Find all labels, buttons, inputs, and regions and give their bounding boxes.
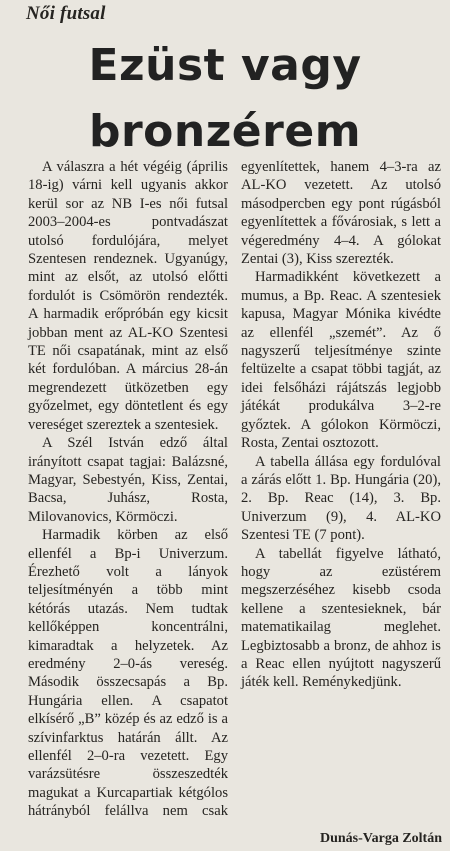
article-paragraph: A válaszra a hét végéig (április 18-ig) várni kell ugyanis akkor kerül sor az NB I-es női futsal 2003–2004-es pontvadászat utolsó fordulójára, melyet Szentesen rendeznek. Ugyanúgy, mint az elsőt, az utolsó előtti fordulót is Csömörön rendezték. A harmadik erőpróbán egy kicsit jobban ment az AL-KO Szentesi TE női csapatának, mint az első két fordulóban. A március 28-án megrendezett ütközetben egy győzelmet, egy döntetlent és egy vereséget szereztek a szentesiek.: [28, 159, 228, 433]
headline-line-1: Ezüst vagy: [88, 40, 362, 91]
article-paragraph: A Szél István edző által irányított csapat tagjai: Balázsné, Magyar, Sebestyén, Kiss, Zentai, Bacsa, Juhász, Rosta, Milovanovics, Körmöczi.: [28, 435, 228, 525]
article-paragraph: Harmadikként következett a mumus, a Bp. Reac. A szentesiek kapusa, Magyar Mónika kivédte az ellenfél „szemét”. Az ő nagyszerű teljesítménye szinte feltüzelte a csapat többi tagját, az idei felsőházi rájátszás legjobb játékát produkálva 3–2-re győztek. A gólokon Körmöczi, Rosta, Zentai osztozott.: [241, 269, 441, 452]
article-body: [28, 158, 441, 828]
article-paragraph: A tabellát figyelve látható, hogy az ezüstérem megszerzéséhez kisebb csoda kellene a szentesieknek, bár matematikailag meglehet. Legbiztosabb a bronz, de ahhoz is a Reac ellen nyújtott nagyszerű játék kell. Reménykedjünk.: [241, 545, 441, 691]
headline-line-2: bronzérem: [88, 106, 362, 157]
article-paragraph: Harmadik körben az első ellenfél a Bp-i Univerzum. Érezhető volt a lányok teljesítményén a több mint kétórás utazás. Nem tudtak kellőképpen koncentrálni, kimaradtak a helyzetek. Az eredmény 2–0-ás vereség. Második összecsapás a Bp. Hungária ellen. A csapatot elkísérő „B” közép és az edző is a szívinfarktus határán állt. Az ellenfél 2–0-ra vezetett. Egy varázsütésre összeszedték magukat a Kurcapartiak kétgólos hátrányból felállva nem csak egyenlítettek, hanem 4–3-ra az AL-KO vezetett. Az utolsó másodpercben egy pont rúgásból egyenlítettek a fővárosiak, s lett a végeredmény 4–4. A gólokat Zentai (3), Kiss szerezték.: [28, 159, 441, 820]
author-byline: Dunás-Varga Zoltán: [319, 831, 442, 846]
article-paragraph: A tabella állása egy fordulóval a zárás előtt 1. Bp. Hungária (20), 2. Bp. Reac (14), 3. Bp. Univerzum (9), 4. AL-KO Szentesi TE (7 pont).: [241, 453, 441, 544]
section-kicker: Női futsal: [26, 3, 106, 24]
